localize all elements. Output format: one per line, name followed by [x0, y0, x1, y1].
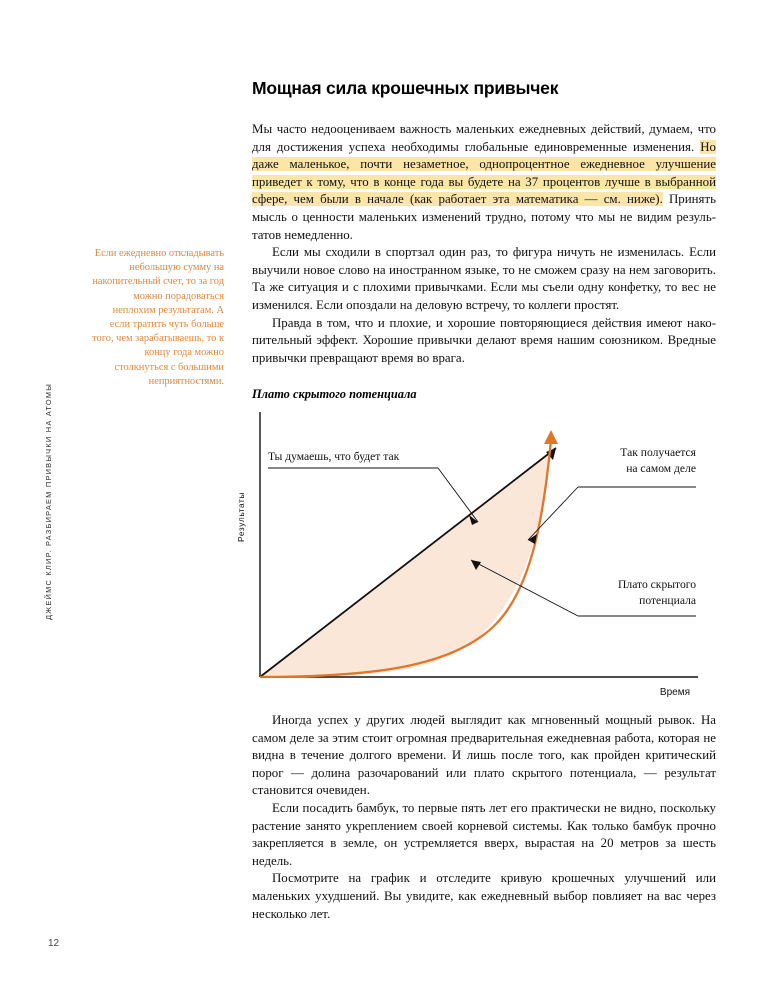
chart-x-axis-label: Время: [659, 687, 690, 698]
paragraph-1: [252, 121, 716, 244]
main-text-column: [252, 78, 716, 402]
paragraph-2: Если мы сходили в спортзал один раз, то фигура ничуть не изменилась. Если выучили новое слово на иностранном языке, то не сможем сразу на нем заговорить. Та же ситуация и с плохими привычками. Если мы съели одну конфетку, то вес не изменился. Если опоздали на деловую встречу, то коллеги простят.: [252, 245, 716, 312]
highlighted-sentence: Но даже маленькое, почти незаметное, однопроцентное ежедневное улучшение приведет к тому, что в конце года вы будете на 37 процентов лучше в выбранной сфере, чем были в начале (как работает эта математика — см. ниже).: [252, 139, 716, 207]
chart-annotation-reality-line1: Так получается: [620, 446, 696, 459]
chart-annotation-plateau-line1: Плато скрытого: [618, 578, 696, 591]
chart-y-axis-label: Результаты: [236, 491, 246, 542]
chart-curve-reality-arrowhead: [544, 430, 558, 444]
chart-annotation-expected-pointer: [438, 468, 478, 522]
figure-plateau-chart: [228, 392, 728, 704]
paragraph-3: Правда в том, что и плохие, и хорошие повторяющиеся действия имеют накопительный эффект. Хорошие привычки делают время нашим союзником. Вредные привычки превращают время во врага.: [252, 315, 716, 365]
running-head: ДЖЕЙМС КЛИР. РАЗБИРАЕМ ПРИВЫЧКИ НА АТОМЫ: [44, 382, 53, 620]
paragraph-1-part-b: Принять мысль о ценности маленьких изменений трудно, потому что мы не видим результатов немедленно.: [252, 192, 716, 242]
chart-annotation-plateau-line2: потенциала: [639, 594, 696, 607]
paragraph-6: Посмотрите на график и отследите кривую крошечных улучшений или маленьких ухудшений. Вы увидите, как ежедневный выбор повлияет на вас через несколько лет.: [252, 871, 716, 921]
chart-annotation-expected: Ты думаешь, что будет так: [268, 450, 400, 463]
section-subheading: Плато скрытого потенциала: [252, 387, 417, 402]
page-number: 12: [48, 938, 60, 949]
paragraph-5: Если посадить бамбук, то первые пять лет его практически не видно, поскольку растение занято укреплением своей корневой системы. Как только бамбук прочно закрепляется в земле, он устремляется вверх, вырастая на 20 метров за шесть недель.: [252, 800, 716, 868]
side-note: Если ежедневно откладывать небольшую сумму на накопительный счет, то за год можно порадоваться неплохим результатам. А если тратить чуть больше того, чем зарабатываешь, то к концу года можно столкнуться с большими неприятностями.: [92, 248, 224, 387]
paragraph-4: Иногда успех у других людей выглядит как мгновенный мощный рывок. На самом деле за этим стоит огромная предварительная ежедневная работа, которая не видна в течение долгого времени. И лишь после того, как пройден критический порог — долина разочарований или плато скрытого потенциала, — результат становится очевиден.: [252, 713, 716, 798]
chart-annotation-reality-line2: на самом деле: [626, 462, 696, 475]
paragraph-1-part-a: Мы часто недооцениваем важность маленьких ежедневных действий, думаем, что для достижения успеха необходимы глобальные единовременные изменения.: [252, 122, 716, 154]
page-title: [252, 78, 716, 99]
page-title-text: Мощная сила крошечных привычек: [252, 78, 559, 98]
text-after-figure: [252, 712, 716, 923]
